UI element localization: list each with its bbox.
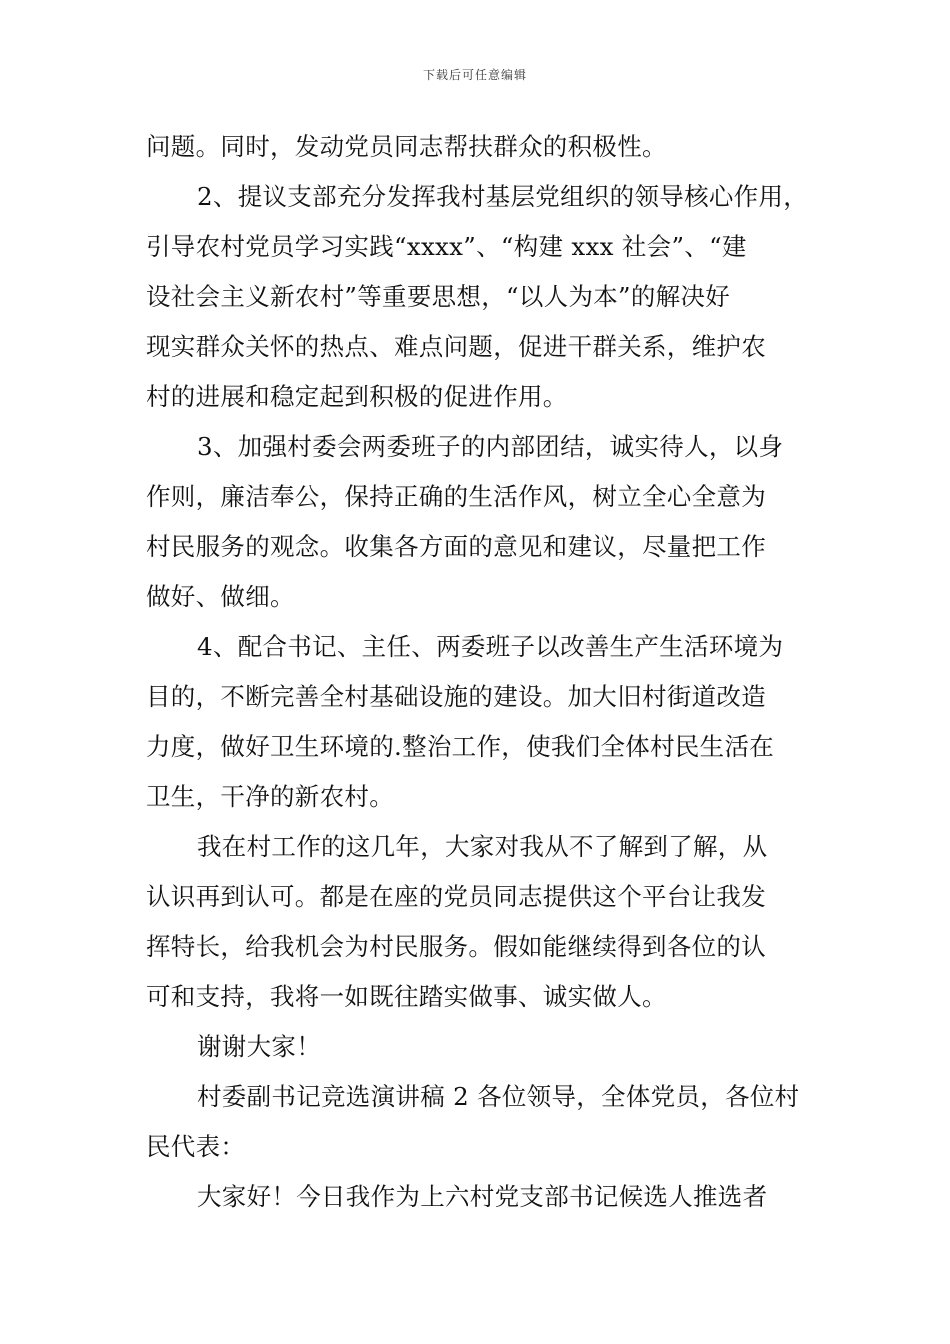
text-line: 作则，廉洁奉公，保持正确的生活作风，树立全心全意为: [146, 482, 766, 511]
text-line: 民代表：: [146, 1132, 246, 1161]
text-line: 问题。同时，发动党员同志帮扶群众的积极性。: [146, 132, 667, 161]
text-line: 可和支持，我将一如既往踏实做事、诚实做人。: [146, 982, 667, 1011]
text-line: 村委副书记竞选演讲稿 2 各位领导，全体党员，各位村: [197, 1082, 800, 1111]
text-line: 挥特长，给我机会为村民服务。假如能继续得到各位的认: [146, 932, 766, 961]
text-line: 做好、做细。: [146, 582, 295, 611]
text-line: 4、配合书记、主任、两委班子以改善生产生活环境为: [197, 632, 784, 661]
text-line: 设社会主义新农村”等重要思想，“以人为本”的解决好: [146, 282, 731, 311]
document-body: [146, 122, 810, 1222]
text-line: 现实群众关怀的热点、难点问题，促进干群关系，维护农: [146, 332, 766, 361]
text-line: 认识再到认可。都是在座的党员同志提供这个平台让我发: [146, 882, 766, 911]
text-line: 谢谢大家！: [197, 1032, 321, 1061]
text-line: 大家好！今日我作为上六村党支部书记候选人推选者: [197, 1182, 768, 1211]
text-line: 村的进展和稳定起到积极的促进作用。: [146, 382, 568, 411]
text-line: 卫生，干净的新农村。: [146, 782, 394, 811]
text-line: 目的，不断完善全村基础设施的建设。加大旧村街道改造: [146, 682, 766, 711]
text-line: 2、提议支部充分发挥我村基层党组织的领导核心作用，: [197, 182, 809, 211]
text-line: 3、加强村委会两委班子的内部团结，诚实待人，以身: [197, 432, 784, 461]
text-line: 力度，做好卫生环境的.整治工作，使我们全体村民生活在: [146, 732, 775, 761]
text-line: 我在村工作的这几年，大家对我从不了解到了解，从: [197, 832, 768, 861]
text-line: 村民服务的观念。收集各方面的意见和建议，尽量把工作: [146, 532, 766, 561]
text-line: 引导农村党员学习实践“xxxx”、“构建 xxx 社会”、“建: [146, 232, 747, 261]
page-header: 下载后可任意编辑: [422, 68, 527, 82]
